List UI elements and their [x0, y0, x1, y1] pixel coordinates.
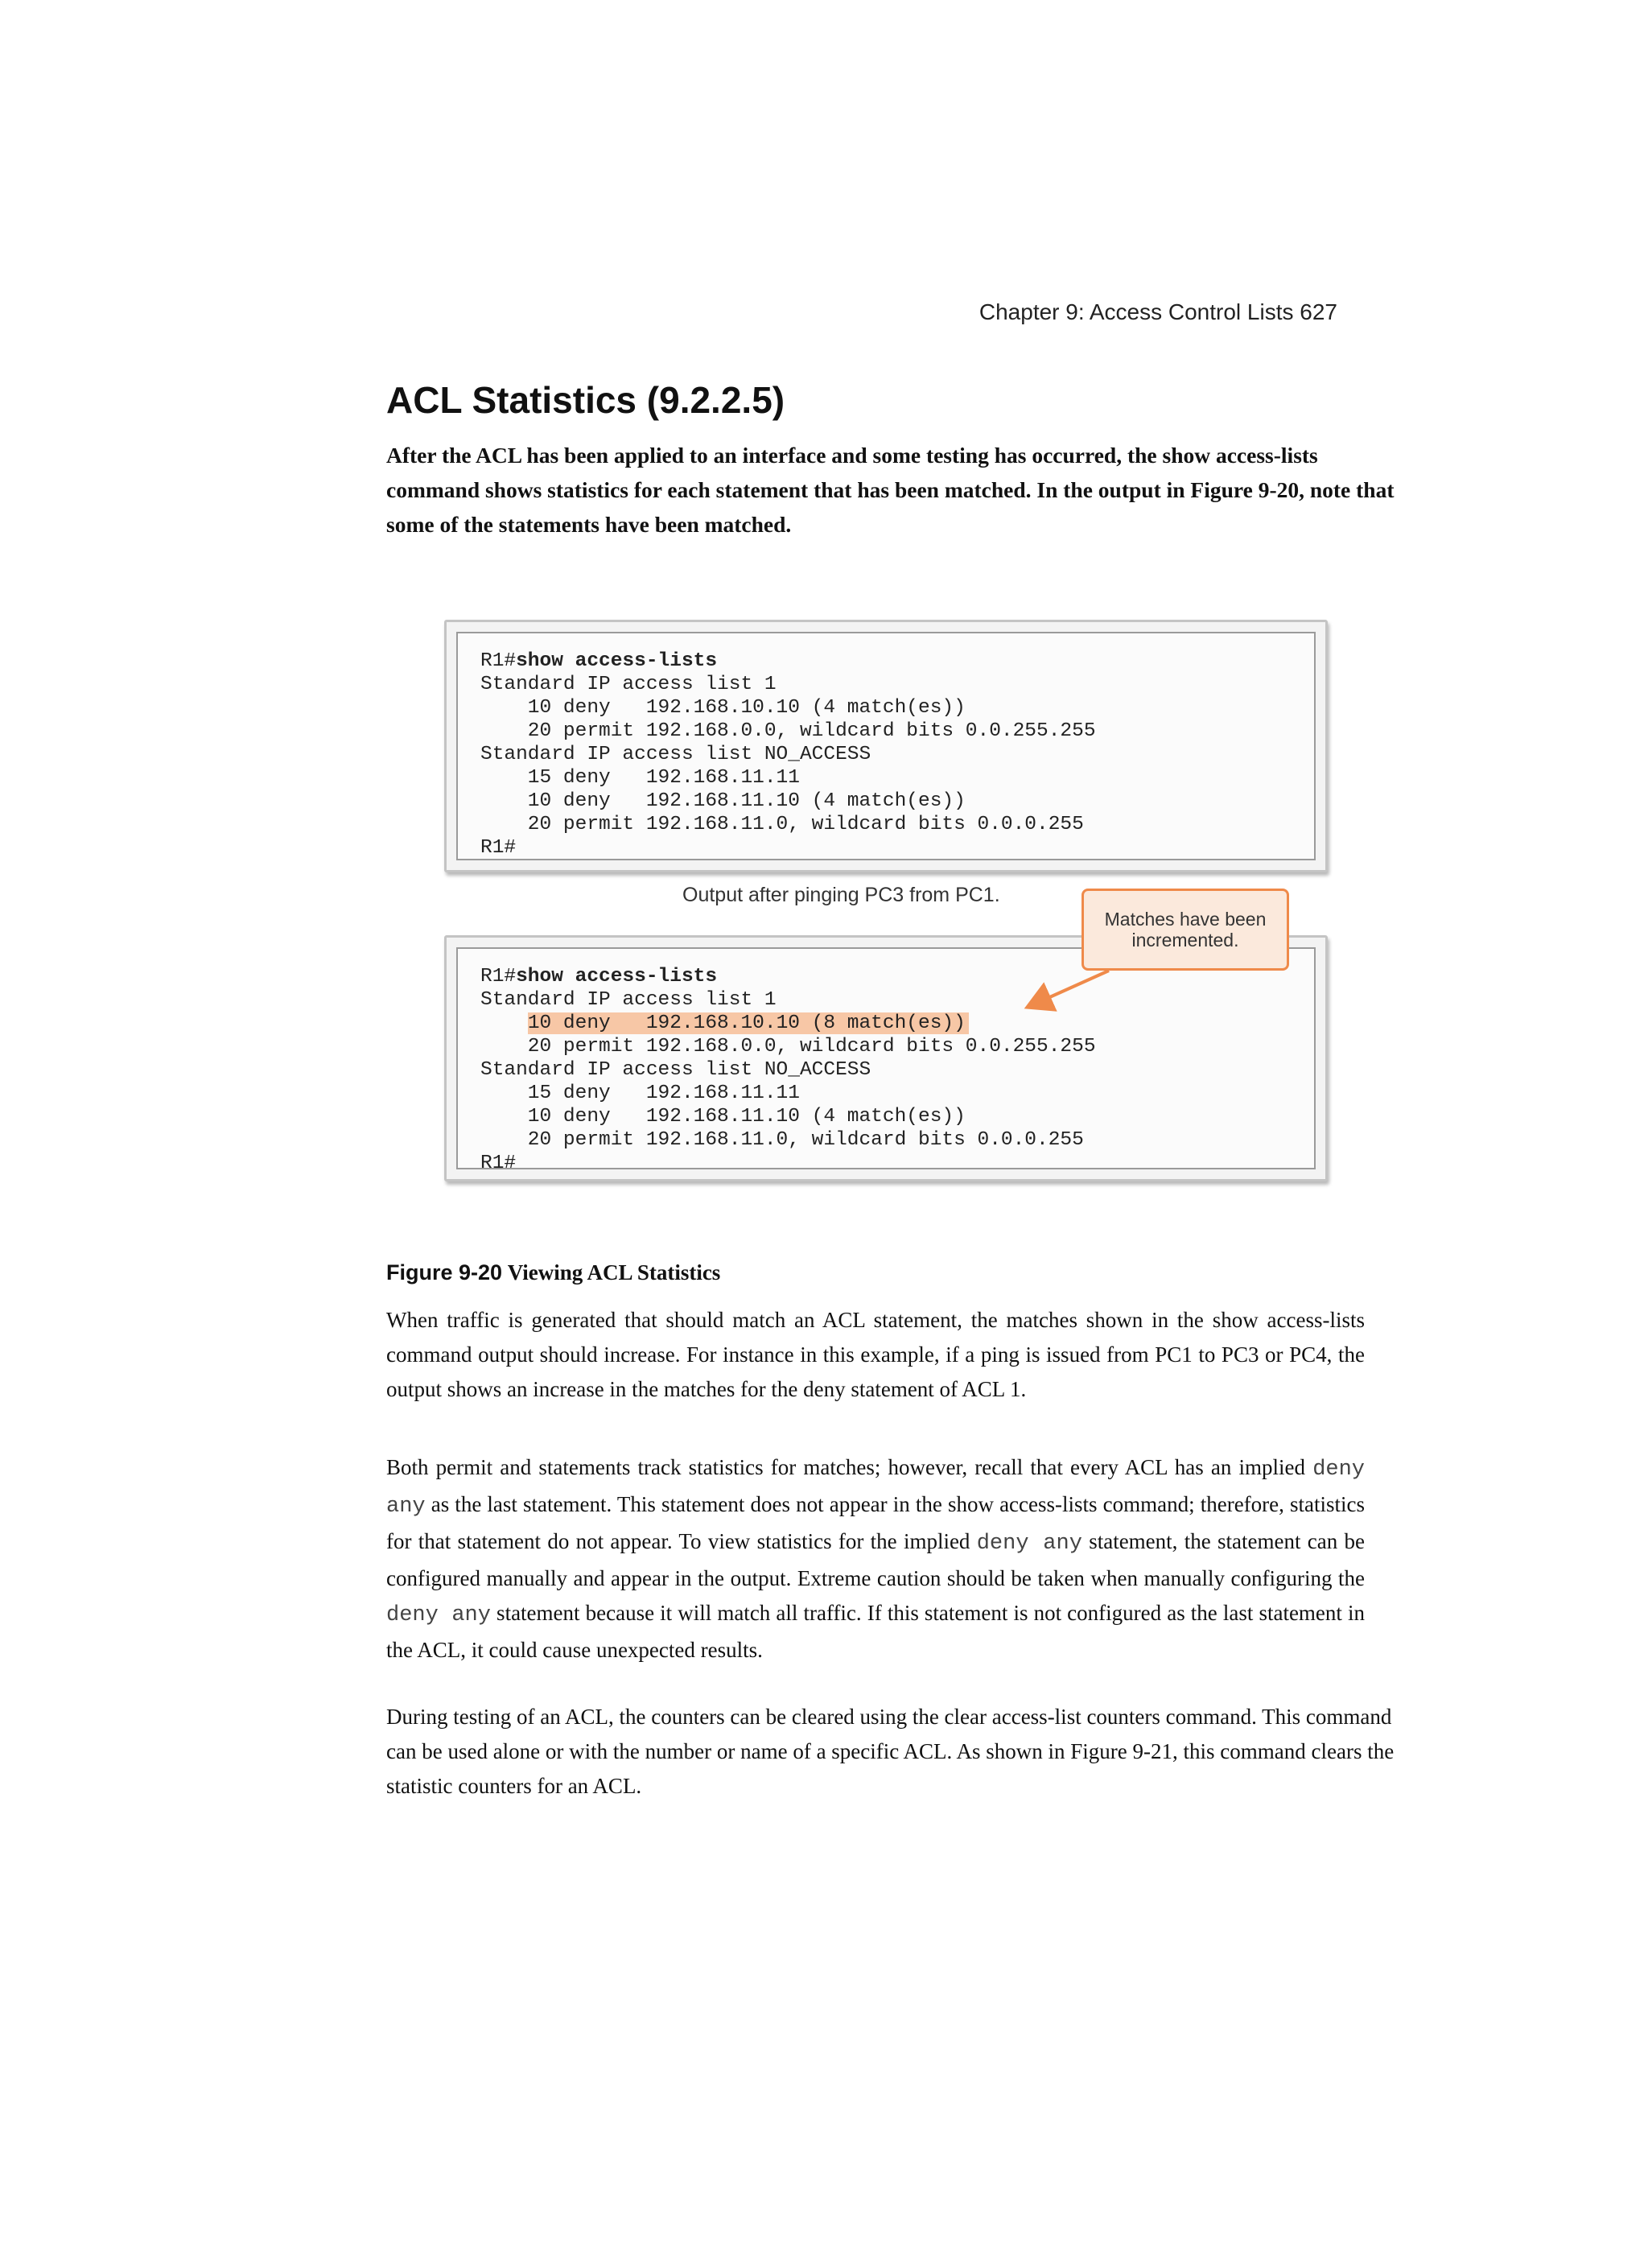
- terminal-line: [480, 965, 1096, 988]
- intro-paragraph: After the ACL has been applied to an interface and some testing has occurred, the show access-lists command shows statistics for each statement that has been matched. In the output in Figure 9-20, note that some of the statements have been matched.: [386, 443, 1395, 537]
- terminal-line: Standard IP access list NO_ACCESS: [480, 744, 871, 765]
- text: Both permit and statements track statistics for matches; however, recall that every ACL has an implied: [386, 1455, 1313, 1479]
- command: show access-lists: [516, 966, 718, 988]
- paragraph-3: During testing of an ACL, the counters can be cleared using the clear access-list counters command. This command can be used alone or with the number or name of a specific ACL. As shown in Figure 9-21, this command clears the statistic counters for an ACL.: [386, 1705, 1395, 1798]
- terminal-line: 20 permit 192.168.11.0, wildcard bits 0.0.0.255: [480, 1129, 1084, 1151]
- terminal-after-lines: [480, 965, 1096, 1175]
- terminal-before-screen: [456, 632, 1316, 860]
- command: show access-lists: [516, 650, 718, 672]
- prompt: R1#: [480, 966, 517, 988]
- figure-9-20: [444, 620, 1329, 1183]
- terminal-line: R1#: [480, 837, 517, 859]
- text: statement because it will match all traffic. If this statement is not configured as the last statement in the ACL, it could cause unexpected results.: [386, 1601, 1366, 1662]
- terminal-line: 10 deny 192.168.11.10 (4 match(es)): [480, 1106, 966, 1128]
- callout-text: Matches have been incremented.: [1104, 909, 1267, 950]
- terminal-line: 10 deny 192.168.11.10 (4 match(es)): [480, 790, 966, 812]
- terminal-line-highlighted: [480, 1012, 1096, 1035]
- section-title: ACL Statistics (9.2.2.5): [386, 379, 785, 421]
- terminal-line: 15 deny 192.168.11.11: [480, 1082, 800, 1104]
- terminal-after-screen: [456, 947, 1316, 1174]
- inline-code: deny any: [386, 1458, 1365, 1519]
- terminal-line: [480, 649, 1096, 673]
- terminal-line: 20 permit 192.168.0.0, wildcard bits 0.0.255.255: [480, 720, 1096, 742]
- terminal-line: Standard IP access list 1: [480, 674, 777, 695]
- terminal-before: [444, 620, 1328, 872]
- terminal-after: [444, 935, 1328, 1181]
- terminal-line: Standard IP access list NO_ACCESS: [480, 1059, 871, 1081]
- terminal-line: Standard IP access list 1: [480, 989, 777, 1011]
- inline-code: deny any: [386, 1603, 491, 1627]
- highlighted-statement: 10 deny 192.168.10.10 (8 match(es)): [528, 1012, 969, 1034]
- terminal-line: 20 permit 192.168.11.0, wildcard bits 0.0.0.255: [480, 814, 1084, 835]
- paragraph-1: When traffic is generated that should match an ACL statement, the matches shown in the show access-lists command output should increase. For instance in this example, if a ping is issued from PC1 to PC3 or PC4, the output shows an increase in the matches for the deny statement of ACL 1.: [386, 1308, 1365, 1401]
- caption-after-ping: Output after pinging PC3 from PC1.: [682, 884, 1000, 906]
- figure-title: Viewing ACL Statistics: [507, 1260, 721, 1285]
- terminal-line: 10 deny 192.168.10.10 (4 match(es)): [480, 697, 966, 719]
- indent: [480, 1012, 528, 1034]
- callout-matches-incremented: [1082, 889, 1289, 971]
- running-head: Chapter 9: Access Control Lists 627: [978, 299, 1337, 324]
- terminal-line: 15 deny 192.168.11.11: [480, 767, 800, 789]
- terminal-line: 20 permit 192.168.0.0, wildcard bits 0.0.255.255: [480, 1036, 1096, 1058]
- inline-code: deny any: [976, 1532, 1082, 1556]
- terminal-line: R1#: [480, 1153, 517, 1174]
- text: statement, the statement can be configured manually and appear in the output. Extreme caution should be taken when manually configuring the: [386, 1529, 1365, 1590]
- terminal-before-lines: [480, 649, 1096, 860]
- prompt: R1#: [480, 650, 517, 672]
- figure-caption: [386, 1260, 720, 1285]
- text: as the last statement. This statement does not appear in the show access-lists command; therefore, statistics for that statement do not appear. To view statistics for the implied: [386, 1492, 1365, 1553]
- paragraph-2: [386, 1450, 1365, 1668]
- figure-number: Figure 9-20: [386, 1260, 503, 1285]
